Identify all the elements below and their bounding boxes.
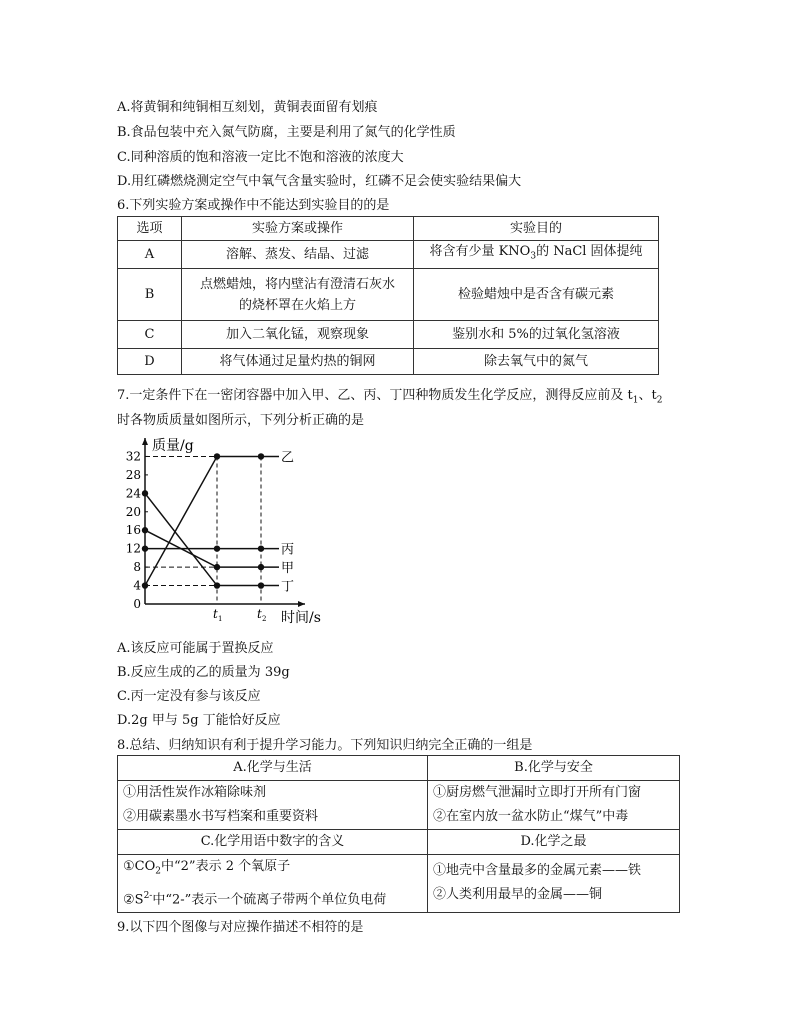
q6-stem: 6.下列实验方案或操作中不能达到实验目的的是 bbox=[117, 198, 390, 213]
q7-stem-line2: 时各物质质量如图所示，下列分析正确的是 bbox=[117, 413, 365, 428]
x-tick-subscript: 1 bbox=[218, 615, 223, 623]
q7-option-b: B.反应生成的乙的质量为 39g bbox=[117, 665, 290, 680]
row-option: B bbox=[118, 269, 182, 321]
data-point bbox=[258, 545, 264, 551]
y-tick-label: 8 bbox=[133, 560, 141, 575]
data-point bbox=[258, 582, 264, 588]
q5-option-a: A.将黄铜和纯铜相互刻划，黄铜表面留有划痕 bbox=[117, 100, 378, 115]
group-c-items: $①CO_2$中“2”表示 2 个氧原子 $②S^{2-}$中“2-”表示一个硫离子带两个单位负电荷 bbox=[118, 855, 428, 913]
table-row bbox=[118, 321, 659, 349]
row-option: A bbox=[118, 241, 182, 269]
data-point bbox=[214, 564, 220, 570]
row-plan: 加入二氧化锰，观察现象 bbox=[182, 321, 414, 349]
q7-stem-line1: 7.一定条件下在一密闭容器中加入甲、乙、丙、丁四种物质发生化学反应，测得反应前及 $t_1$、$t_2$ bbox=[117, 388, 663, 406]
y-tick-label: 12 bbox=[125, 541, 141, 556]
table-row bbox=[118, 269, 659, 321]
data-point bbox=[214, 545, 220, 551]
data-point bbox=[214, 582, 220, 588]
x-tick-subscript: 2 bbox=[262, 615, 267, 623]
x-tick-label: t bbox=[257, 607, 262, 621]
row-goal: 鉴别水和 5%的过氧化氢溶液 bbox=[414, 321, 659, 349]
group-d-title: D.化学之最 bbox=[428, 830, 680, 855]
q5-option-b: B.食品包装中充入氮气防腐，主要是利用了氮气的化学性质 bbox=[117, 125, 456, 140]
y-tick-label: 32 bbox=[125, 449, 141, 464]
row-goal: 除去氧气中的氮气 bbox=[414, 349, 659, 375]
y-axis-title: 质量/g bbox=[152, 438, 194, 454]
q9-stem: 9.以下四个图像与对应操作描述不相符的是 bbox=[117, 920, 364, 935]
group-b-title: B.化学与安全 bbox=[428, 756, 680, 781]
q7-option-d: D.2g 甲与 5g 丁能恰好反应 bbox=[117, 713, 281, 728]
table-row bbox=[118, 241, 659, 269]
q7-option-c: C.丙一定没有参与该反应 bbox=[117, 689, 261, 704]
series-line bbox=[145, 456, 261, 585]
y-tick-label: 28 bbox=[125, 467, 141, 482]
group-c-title: C.化学用语中数字的含义 bbox=[118, 830, 428, 855]
row-plan: 点燃蜡烛，将内壁沾有澄清石灰水 的烧杯罩在火焰上方 bbox=[182, 269, 414, 321]
q7-option-a: A.该反应可能属于置换反应 bbox=[117, 641, 274, 656]
series-label: 乙 bbox=[281, 450, 295, 466]
row-goal: 检验蜡烛中是否含有碳元素 bbox=[414, 269, 659, 321]
table-row bbox=[118, 349, 659, 375]
data-point bbox=[142, 545, 148, 551]
x-axis-title: 时间/s bbox=[281, 610, 321, 626]
table-row bbox=[118, 830, 680, 855]
y-tick-label: 16 bbox=[125, 523, 141, 538]
x-tick-label: 0 bbox=[133, 597, 141, 611]
y-tick-label: 20 bbox=[125, 504, 141, 519]
data-point bbox=[258, 564, 264, 570]
header-goal: 实验目的 bbox=[414, 217, 659, 241]
row-plan: 溶解、蒸发、结晶、过滤 bbox=[182, 241, 414, 269]
data-point bbox=[142, 490, 148, 496]
table-row bbox=[118, 756, 680, 781]
y-tick-label: 4 bbox=[133, 578, 141, 593]
q8-stem: 8.总结、归纳知识有利于提升学习能力。下列知识归纳完全正确的一组是 bbox=[117, 738, 533, 753]
series-label: 丁 bbox=[281, 579, 295, 595]
q5-option-c: C.同种溶质的饱和溶液一定比不饱和溶液的浓度大 bbox=[117, 150, 404, 165]
q6-table bbox=[117, 216, 659, 375]
row-option: C bbox=[118, 321, 182, 349]
x-tick-label: t bbox=[213, 607, 218, 621]
header-option: 选项 bbox=[118, 217, 182, 241]
group-a-items: ①用活性炭作冰箱除味剂 ②用碳素墨水书写档案和重要资料 bbox=[118, 781, 428, 830]
y-tick-label: 24 bbox=[125, 486, 141, 501]
q5-option-d: D.用红磷燃烧测定空气中氧气含量实验时，红磷不足会使实验结果偏大 bbox=[117, 174, 522, 189]
mass-time-chart bbox=[125, 436, 345, 626]
row-plan: 将气体通过足量灼热的铜网 bbox=[182, 349, 414, 375]
y-axis-arrow bbox=[142, 438, 148, 445]
table-row bbox=[118, 855, 680, 913]
group-d-items: ①地壳中含量最多的金属元素——铁 ②人类利用最早的金属——铜 bbox=[428, 855, 680, 913]
group-a-title: A.化学与生活 bbox=[118, 756, 428, 781]
row-goal: 将含有少量 $KNO_3$的 NaCl 固体提纯 bbox=[414, 241, 659, 269]
data-point bbox=[258, 453, 264, 459]
data-point bbox=[142, 527, 148, 533]
x-axis-arrow bbox=[298, 601, 305, 607]
data-point bbox=[142, 582, 148, 588]
header-plan: 实验方案或操作 bbox=[182, 217, 414, 241]
series-label: 丙 bbox=[281, 542, 295, 558]
table-header-row bbox=[118, 217, 659, 241]
q8-table bbox=[117, 755, 680, 913]
row-option: D bbox=[118, 349, 182, 375]
table-row bbox=[118, 781, 680, 830]
series-label: 甲 bbox=[281, 561, 295, 577]
data-point bbox=[214, 453, 220, 459]
group-b-items: ①厨房燃气泄漏时立即打开所有门窗 ②在室内放一盆水防止“煤气”中毒 bbox=[428, 781, 680, 830]
